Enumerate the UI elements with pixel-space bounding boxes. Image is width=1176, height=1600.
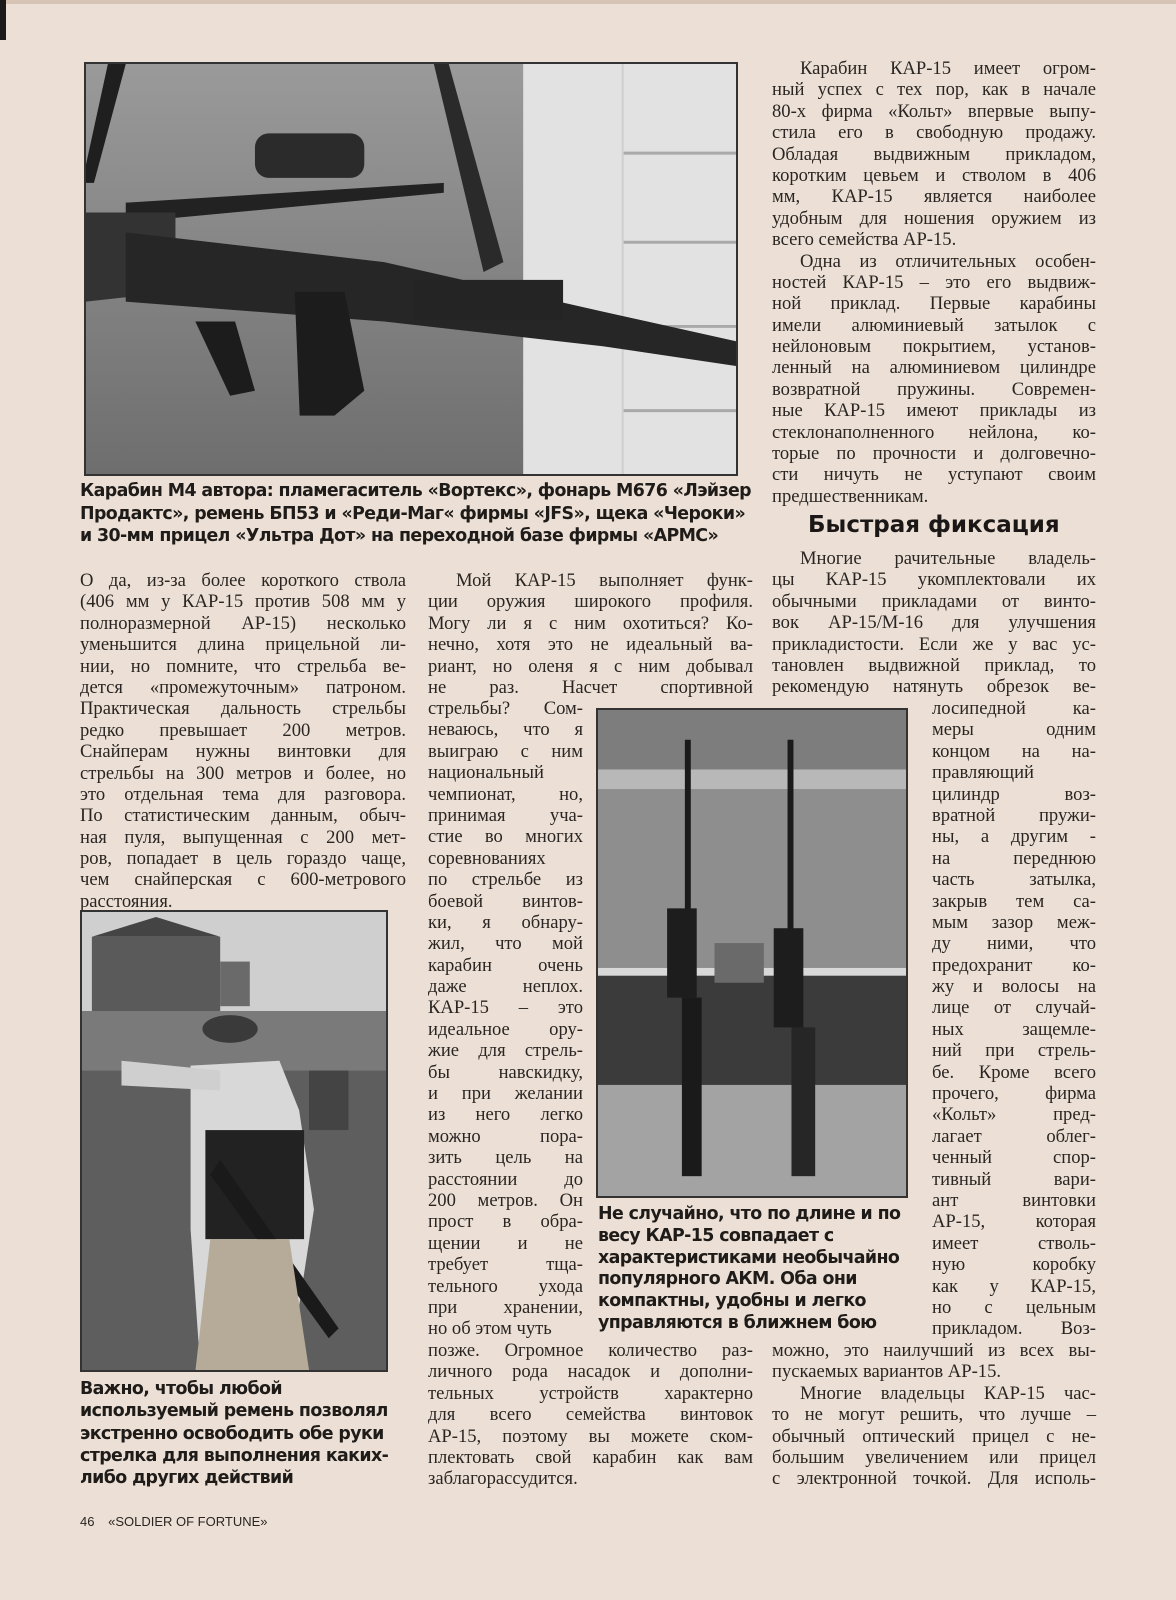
text-line: закрыв тем са- — [932, 890, 1096, 912]
text-line: нии, но помните, что стрельба ве- — [80, 655, 406, 677]
text-line: но об этом чуть — [428, 1318, 552, 1340]
caption-line: весу КАР-15 совпадает с — [598, 1225, 834, 1246]
text-line: обычными прикладами от винто- — [772, 590, 1096, 612]
text-line: лосипедной ка- — [932, 698, 1096, 719]
text-line: риант, но оленя я с ним добывал — [428, 655, 753, 677]
text-line: стеклонаполненного нейлона, ко- — [772, 421, 1096, 443]
caption-top-photo — [80, 480, 751, 548]
text-line: О да, из-за более короткого ствола — [80, 570, 406, 591]
text-line: ной приклад. Первые карабины — [772, 293, 1096, 315]
text-line: Обладая выдвижным прикладом, — [772, 143, 1096, 165]
text-line: ант винтовки — [932, 1189, 1096, 1211]
text-line: ная пуля, выпущенная с 200 мет- — [80, 826, 406, 848]
caption-line: Продактс», ремень БП53 и «Реди-Маг« фирмы «JFS», щека «Чероки» — [80, 503, 746, 524]
page-top-edge — [0, 0, 1176, 4]
text-line: требует тща- — [428, 1254, 583, 1276]
text-line: жие для стрель- — [428, 1040, 583, 1062]
text-line: 80-х фирма «Кольт» впервые выпу- — [772, 100, 1096, 122]
text-line: цы КАР-15 укомплектовали их — [772, 569, 1096, 591]
text-line: Мой КАР-15 выполняет функ- — [456, 570, 753, 591]
column-3-text-middle — [772, 548, 1096, 698]
text-line: коротким цевьем и стволом в 406 — [772, 164, 1096, 186]
text-line: тельных устройств характерно — [428, 1382, 753, 1404]
text-line: бе. Кроме всего — [932, 1061, 1096, 1083]
text-line: обычный оптический прицел с не- — [772, 1425, 1096, 1447]
text-line: национальный — [428, 762, 544, 784]
column-3-text-bottom — [772, 1340, 1096, 1490]
text-line: мым зазор меж- — [932, 911, 1096, 933]
text-line: По статистическим данным, обыч- — [80, 805, 406, 827]
text-line: (406 мм у КАР-15 против 508 мм у — [80, 591, 406, 613]
text-line: но с цельным — [932, 1296, 1096, 1318]
text-line: лице от случай- — [932, 997, 1096, 1019]
column-2-text-bottom — [428, 1340, 753, 1490]
text-line: выиграю с ним — [428, 740, 583, 762]
text-line: прочего, фирма — [932, 1083, 1096, 1105]
caption-line: управляются в ближнем бою — [598, 1312, 877, 1333]
text-line: большим увеличением или прицел — [772, 1446, 1096, 1468]
caption-line: компактны, удобны и легко — [598, 1291, 866, 1312]
text-line: пускаемых вариантов АР-15. — [772, 1361, 1002, 1383]
text-line: КАР-15 – это — [428, 997, 583, 1019]
text-line: карабин очень — [428, 954, 583, 976]
caption-left-photo — [80, 1378, 388, 1489]
text-line: ностей КАР-15 – это его выдвиж- — [772, 271, 1096, 293]
text-line: полноразмерной АР-15) несколько — [80, 612, 406, 634]
text-line: позже. Огромное количество раз- — [428, 1340, 753, 1361]
text-line: часть затылка, — [932, 869, 1096, 891]
text-line: вок АР-15/М-16 для улучшения — [772, 612, 1096, 634]
text-line: чемпионат, но, — [428, 783, 583, 805]
text-line: расстояния. — [80, 890, 173, 912]
text-line: Карабин КАР-15 имеет огром- — [800, 58, 1096, 79]
caption-line: и 30-мм прицел «Ультра Дот» на переходной базе фирмы «АРМС» — [80, 526, 719, 546]
text-line: дется «промежуточным» патроном. — [80, 676, 406, 698]
text-line: ции оружия широкого профиля. — [428, 591, 753, 613]
text-line: ченный спор- — [932, 1147, 1096, 1169]
text-line: бы навскидку, — [428, 1061, 583, 1083]
text-line: тановлен выдвижной приклад, то — [772, 654, 1096, 676]
text-line: при хранении, — [428, 1296, 583, 1318]
text-line: стила его в свободную продажу. — [772, 122, 1096, 144]
text-line: заблагорассудится. — [428, 1468, 578, 1490]
text-line: имели алюминиевый затылок с — [772, 314, 1096, 336]
text-line: из него легко — [428, 1104, 583, 1126]
text-line: нечно, хотя это не идеальный ва- — [428, 634, 753, 656]
text-line: мм, КАР-15 является наиболее — [772, 186, 1096, 208]
text-line: тивный вари- — [932, 1168, 1096, 1190]
page-footer — [80, 1514, 278, 1529]
caption-line: Важно, чтобы любой — [80, 1379, 282, 1399]
section-heading: Быстрая фиксация — [808, 512, 1060, 538]
text-line: расстоянии до — [428, 1168, 583, 1190]
text-line: сти ничуть не уступают своим — [772, 464, 1096, 486]
text-line: Одна из отличительных особен- — [800, 250, 1096, 272]
text-line: плектовать свой карабин как вам — [428, 1446, 753, 1468]
text-line: ны, а другим - — [932, 826, 1096, 848]
text-line: это отдельная тема для разговора. — [80, 783, 406, 805]
caption-line: экстренно освободить обе руки — [80, 1423, 384, 1444]
text-line: стрельбы? Сом- — [428, 698, 583, 719]
text-line: АР-15, которая — [932, 1211, 1096, 1233]
text-line: АР-15, поэтому вы можете ском- — [428, 1425, 753, 1447]
text-line: ний при стрель- — [932, 1040, 1096, 1062]
text-line: 200 метров. Он — [428, 1189, 583, 1211]
text-line: прикладистости. Если же у вас ус- — [772, 633, 1096, 655]
text-line: то не могут решить, что лучше – — [772, 1404, 1096, 1426]
text-line: соревнованиях — [428, 847, 546, 869]
text-line: удобным для ношения оружием из — [772, 207, 1096, 229]
text-line: не раз. Насчет спортивной — [428, 676, 753, 698]
text-line: уменьшится длина прицельной ли- — [80, 634, 406, 656]
text-line: Практическая дальность стрельбы — [80, 698, 406, 720]
text-line: тельного ухода — [428, 1275, 583, 1297]
column-2-text-top — [428, 570, 753, 698]
text-line: стие во многих — [428, 826, 583, 848]
text-line: имеет стволь- — [932, 1232, 1096, 1254]
caption-line: характеристиками необычайно — [598, 1247, 900, 1268]
text-line: личного рода насадок и дополни- — [428, 1361, 753, 1383]
text-line: прикладом. Воз- — [932, 1318, 1096, 1340]
column-3-text-narrow — [932, 698, 1096, 1340]
magazine-name: «SOLDIER OF FORTUNE» — [108, 1514, 268, 1529]
text-line: ров, попадает в цель гораздо чаще, — [80, 848, 406, 870]
text-line: можно пора- — [428, 1125, 583, 1147]
caption-middle-photo — [598, 1204, 900, 1335]
text-line: можно, это наилучший из всех вы- — [772, 1340, 1096, 1361]
text-line: на переднюю — [932, 847, 1096, 869]
text-line: вратной пружи- — [932, 804, 1096, 826]
text-line: ные КАР-15 имеют приклады из — [772, 400, 1096, 422]
text-line: чем снайперская с 600-метрового — [80, 869, 406, 891]
text-line: ную коробку — [932, 1254, 1096, 1276]
text-line: нейлоновым покрытием, установ- — [772, 336, 1096, 358]
text-line: зить цель на — [428, 1147, 583, 1169]
text-line: и при желании — [428, 1083, 583, 1105]
text-line: ду ними, что — [932, 933, 1096, 955]
text-line: торые по прочности и долговечно- — [772, 443, 1096, 465]
text-line: предшественникам. — [772, 485, 929, 507]
text-line: неваюсь, что я — [428, 719, 583, 741]
text-line: лагает облег- — [932, 1125, 1096, 1147]
text-line: прост в обра- — [428, 1211, 583, 1233]
text-line: Могу ли я с ним охотиться? Ко- — [428, 612, 753, 634]
text-line: Многие владельцы КАР-15 час- — [800, 1382, 1096, 1404]
text-line: жил, что мой — [428, 933, 583, 955]
text-line: меры одним — [932, 719, 1096, 741]
text-line: Многие рачительные владель- — [800, 548, 1096, 569]
text-line: правляющий — [932, 762, 1034, 784]
text-line: «Кольт» пред- — [932, 1104, 1096, 1126]
text-line: концом на на- — [932, 740, 1096, 762]
text-line: идеальное ору- — [428, 1018, 583, 1040]
text-line: даже неплох. — [428, 976, 583, 998]
text-line: принимая уча- — [428, 804, 583, 826]
page-edge-mark — [0, 0, 6, 40]
text-line: предохранит ко- — [932, 954, 1096, 976]
caption-line: либо других действий — [80, 1468, 294, 1489]
caption-line: популярного АКМ. Оба они — [598, 1269, 857, 1290]
text-line: щении и не — [428, 1232, 583, 1254]
text-line: ный успех с тех пор, как в начале — [772, 79, 1096, 101]
text-line: Снайперам нужны винтовки для — [80, 741, 406, 763]
text-line: ных защемле- — [932, 1018, 1096, 1040]
text-line: с электронной точкой. Для исполь- — [772, 1468, 1096, 1490]
text-line: по стрельбе из — [428, 869, 583, 891]
text-line: стрельбы на 300 метров и более, но — [80, 762, 406, 784]
photo-m4-carbine — [84, 62, 738, 476]
caption-line: используемый ремень позволял — [80, 1401, 388, 1422]
photo-shooter-with-sling — [80, 910, 388, 1372]
text-line: ленный на алюминиевом цилиндре — [772, 357, 1096, 379]
column-2-text-narrow — [428, 698, 583, 1340]
text-line: как у КАР-15, — [932, 1275, 1096, 1297]
text-line: возвратной пружины. Современ- — [772, 378, 1096, 400]
text-line: ки, я обнару- — [428, 911, 583, 933]
caption-line: Не случайно, что по длине и по — [598, 1204, 901, 1224]
column-1-text — [80, 570, 406, 912]
text-line: для всего семейства винтовок — [428, 1404, 753, 1426]
text-line: жу и волосы на — [932, 976, 1096, 998]
text-line: редко превышает 200 метров. — [80, 719, 406, 741]
caption-line: Карабин М4 автора: пламегаситель «Вортекс», фонарь М676 «Лэйзер — [80, 481, 752, 501]
text-line: всего семейства АР-15. — [772, 229, 957, 251]
page-number: 46 — [80, 1514, 95, 1529]
text-line: цилиндр воз- — [932, 783, 1096, 805]
photo-kar15-and-akm — [596, 708, 908, 1198]
text-line: рекомендую натянуть обрезок ве- — [772, 676, 1096, 698]
column-3-text-top — [772, 58, 1096, 507]
caption-line: стрелка для выполнения каких- — [80, 1445, 389, 1466]
text-line: боевой винтов- — [428, 890, 583, 912]
